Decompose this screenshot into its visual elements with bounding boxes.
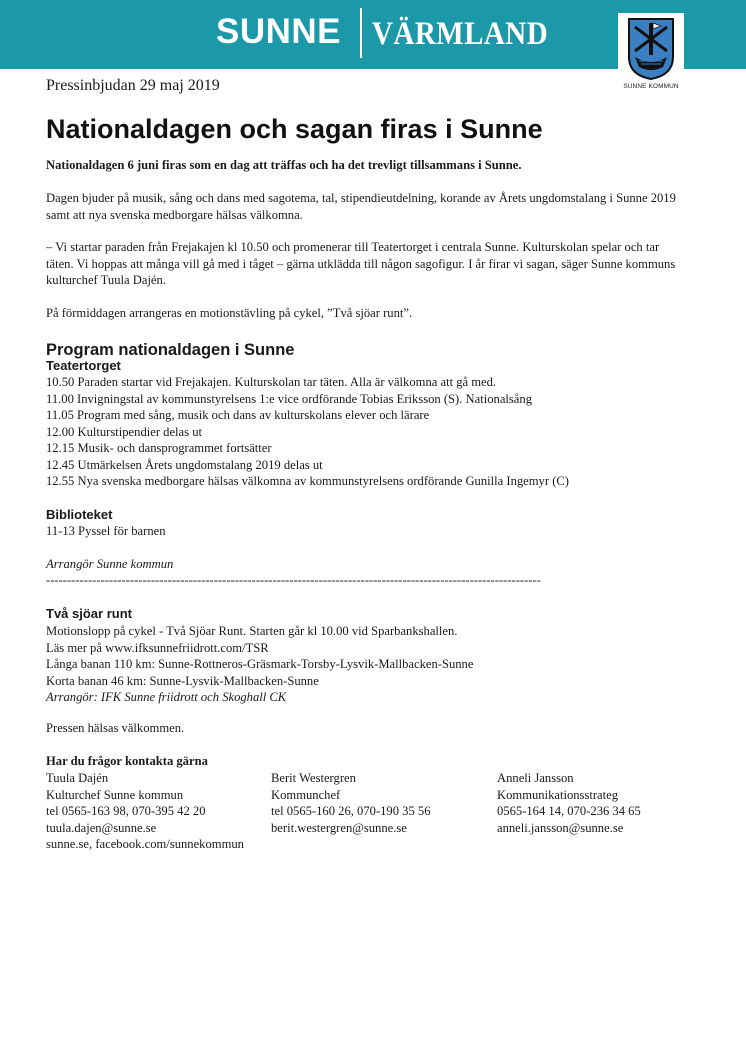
race-heading: Två sjöar runt — [46, 606, 132, 621]
program-item: 12.45 Utmärkelsen Årets ungdomstalang 2019 delas ut — [46, 457, 323, 472]
dateline: Pressinbjudan 29 maj 2019 — [46, 77, 220, 94]
race-line: Korta banan 46 km: Sunne-Lysvik-Mallbacken-Sunne — [46, 673, 319, 688]
contact-name: Tuula Dajén — [46, 771, 109, 785]
lead-period: . — [518, 158, 522, 172]
paragraph-race-mention: På förmiddagen arrangeras en motionstävling på cykel, ”Två sjöar runt”. — [46, 306, 413, 320]
paragraph-intro: Dagen bjuder på musik, sång och dans med sagotema, tal, stipendieutdelning, korande av Årets ungdomstalang i Sunne 2019 samt att nya svenska medborgare hälsas välkomna. — [46, 191, 676, 222]
contact-card-westergren — [271, 770, 431, 836]
biblioteket-item: 11-13 Pyssel för barnen — [46, 524, 166, 538]
coat-of-arms-icon — [627, 17, 675, 81]
race-line: Långa banan 110 km: Sunne-Rottneros-Gräsmark-Torsby-Lysvik-Mallbacken-Sunne — [46, 657, 474, 671]
program-item: 12.00 Kulturstipendier delas ut — [46, 424, 202, 439]
contact-role: Kommunchef — [271, 787, 341, 802]
contact-phone: 0565-164 14, 070-236 34 65 — [497, 804, 641, 818]
contact-email[interactable]: berit.westergren@sunne.se — [271, 820, 407, 835]
brand-divider — [360, 8, 362, 58]
contact-card-dajen — [46, 770, 244, 853]
contact-email[interactable]: tuula.dajen@sunne.se — [46, 820, 157, 835]
brand-varmland: VÄRMLAND — [372, 16, 549, 52]
program-heading: Program nationaldagen i Sunne — [46, 341, 295, 359]
contact-name: Berit Westergren — [271, 771, 356, 785]
welcome-text: Pressen hälsas välkommen. — [46, 721, 185, 735]
paragraph-quote: – Vi startar paraden från Frejakajen kl 10.50 och promenerar till Teatertorget i centrala Sunne. Kulturskolan spelar och tar täten. Vi hoppas att många vill gå med i tåget – gärna utklädda till någon sagofigur. I år firar vi sagan, säger Sunne kommuns kulturchef Tuula Dajén. — [46, 240, 676, 287]
biblioteket-heading: Biblioteket — [46, 507, 113, 522]
teatertorget-list — [46, 374, 569, 490]
program-item: 11.00 Invigningstal av kommunstyrelsens 1:e vice ordförande Tobias Eriksson (S). Nationalsång — [46, 391, 532, 406]
teatertorget-heading: Teatertorget — [46, 358, 121, 373]
race-link[interactable]: Läs mer på www.ifksunnefriidrott.com/TSR — [46, 640, 269, 655]
contact-phone: tel 0565-160 26, 070-190 35 56 — [271, 804, 431, 818]
contacts-heading: Har du frågor kontakta gärna — [46, 754, 208, 768]
contact-phone: tel 0565-163 98, 070-395 42 20 — [46, 804, 206, 818]
brand-sunne: SUNNE — [216, 12, 342, 51]
contact-role: Kulturchef Sunne kommun — [46, 787, 184, 802]
race-line: Motionslopp på cykel - Två Sjöar Runt. Starten går kl 10.00 vid Sparbankshallen. — [46, 624, 458, 638]
contact-name: Anneli Jansson — [497, 771, 574, 785]
program-item: 12.55 Nya svenska medborgare hälsas välkomna av kommunstyrelsens ordförande Gunilla Ingemyr (C) — [46, 474, 569, 488]
page-title: Nationaldagen och sagan firas i Sunne — [46, 114, 543, 144]
lead-text: Nationaldagen 6 juni firas som en dag att träffas och ha det trevligt tillsammans i Sunne — [46, 158, 519, 172]
program-item: 10.50 Paraden startar vid Frejakajen. Kulturskolan tar täten. Alla är välkomna att gå med. — [46, 375, 497, 389]
program-organizer: Arrangör Sunne kommun — [46, 557, 174, 571]
contact-card-jansson — [497, 770, 641, 836]
race-organizer: Arrangör: IFK Sunne friidrott och Skoghall CK — [46, 690, 287, 704]
contact-email[interactable]: anneli.jansson@sunne.se — [497, 820, 624, 835]
section-divider: ---------------------------------------------------------------------------------------------------------------------- — [46, 573, 541, 587]
logo-caption: SUNNE KOMMUN — [623, 83, 679, 90]
program-item: 12.15 Musik- och dansprogrammet fortsätter — [46, 441, 272, 455]
sunne-kommun-logo — [618, 13, 684, 93]
program-item: 11.05 Program med sång, musik och dans av kulturskolans elever och lärare — [46, 408, 430, 422]
race-details — [46, 623, 473, 706]
contact-web[interactable]: sunne.se, facebook.com/sunnekommun — [46, 837, 244, 851]
lead-paragraph — [46, 157, 522, 174]
contact-role: Kommunikationsstrateg — [497, 787, 619, 802]
